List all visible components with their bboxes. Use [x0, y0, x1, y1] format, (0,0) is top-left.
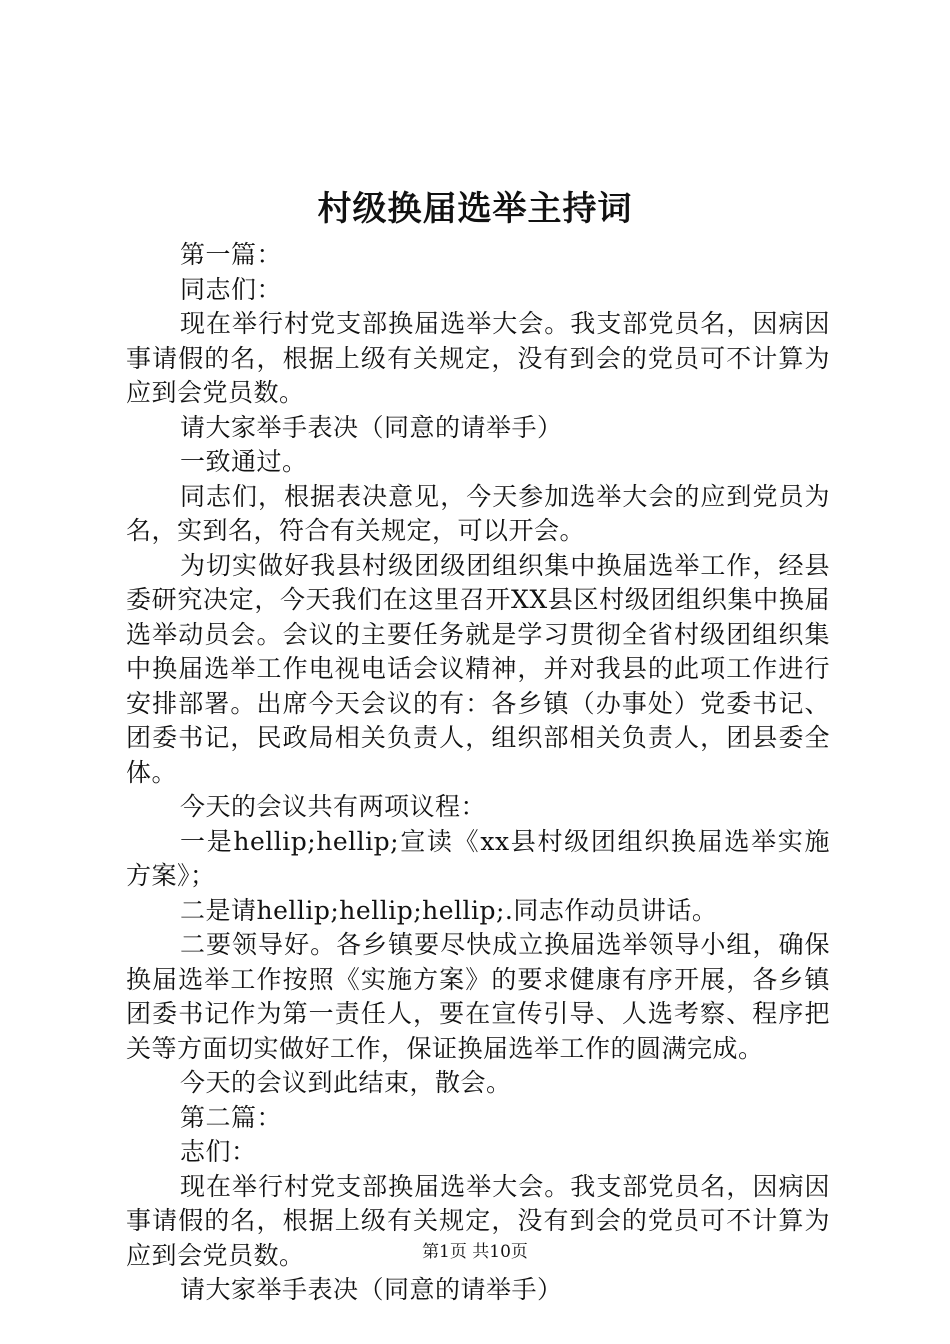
- paragraph: 请大家举手表决（同意的请举手）: [180, 1275, 563, 1304]
- paragraph: 二要领导好。各乡镇要尽快成立换届选举领导小组，确保换届选举工作按照《实施方案》的要求健康有序开展，各乡镇团委书记作为第一责任人，要在宣传引导、人选考察、程序把关等方面切实做好工作，保证换届选举工作的圆满完成。: [126, 930, 830, 1063]
- paragraph: 同志们，根据表决意见，今天参加选举大会的应到党员为名，实到名，符合有关规定，可以开会。: [126, 481, 830, 545]
- paragraph: 第一篇：: [180, 240, 283, 269]
- document-body: [126, 238, 830, 1308]
- paragraph: 志们：: [180, 1137, 257, 1166]
- paragraph: 第二篇：: [180, 1102, 283, 1132]
- paragraph: 二是请hellip;hellip;hellip;.同志作动员讲话。: [180, 895, 718, 925]
- page-number-footer: 第1页 共10页: [422, 1242, 528, 1262]
- paragraph: 今天的会议共有两项议程：: [180, 792, 487, 821]
- paragraph: 今天的会议到此结束，散会。: [180, 1068, 512, 1097]
- document-title: 村级换届选举主持词: [317, 189, 633, 229]
- paragraph: 一致通过。: [180, 447, 308, 476]
- paragraph: 同志们：: [180, 274, 283, 304]
- paragraph: 为切实做好我县村级团级团组织集中换届选举工作，经县委研究决定，今天我们在这里召开XX县区村级团组织集中换届选举动员会。会议的主要任务就是学习贯彻全省村级团组织集中换届选举工作电视电话会议精神，并对我县的此项工作进行安排部署。出席今天会议的有：各乡镇（办事处）党委书记、团委书记，民政局相关负责人，组织部相关负责人，团县委全体。: [126, 550, 830, 787]
- paragraph: 现在举行村党支部换届选举大会。我支部党员名，因病因事请假的名，根据上级有关规定，没有到会的党员可不计算为应到会党员数。: [126, 309, 830, 407]
- paragraph: 一是hellip;hellip;宣读《xx县村级团组织换届选举实施方案》；: [126, 826, 830, 890]
- paragraph: 现在举行村党支部换届选举大会。我支部党员名，因病因事请假的名，根据上级有关规定，没有到会的党员可不计算为应到会党员数。: [126, 1171, 830, 1270]
- paragraph: 请大家举手表决（同意的请举手）: [180, 412, 563, 442]
